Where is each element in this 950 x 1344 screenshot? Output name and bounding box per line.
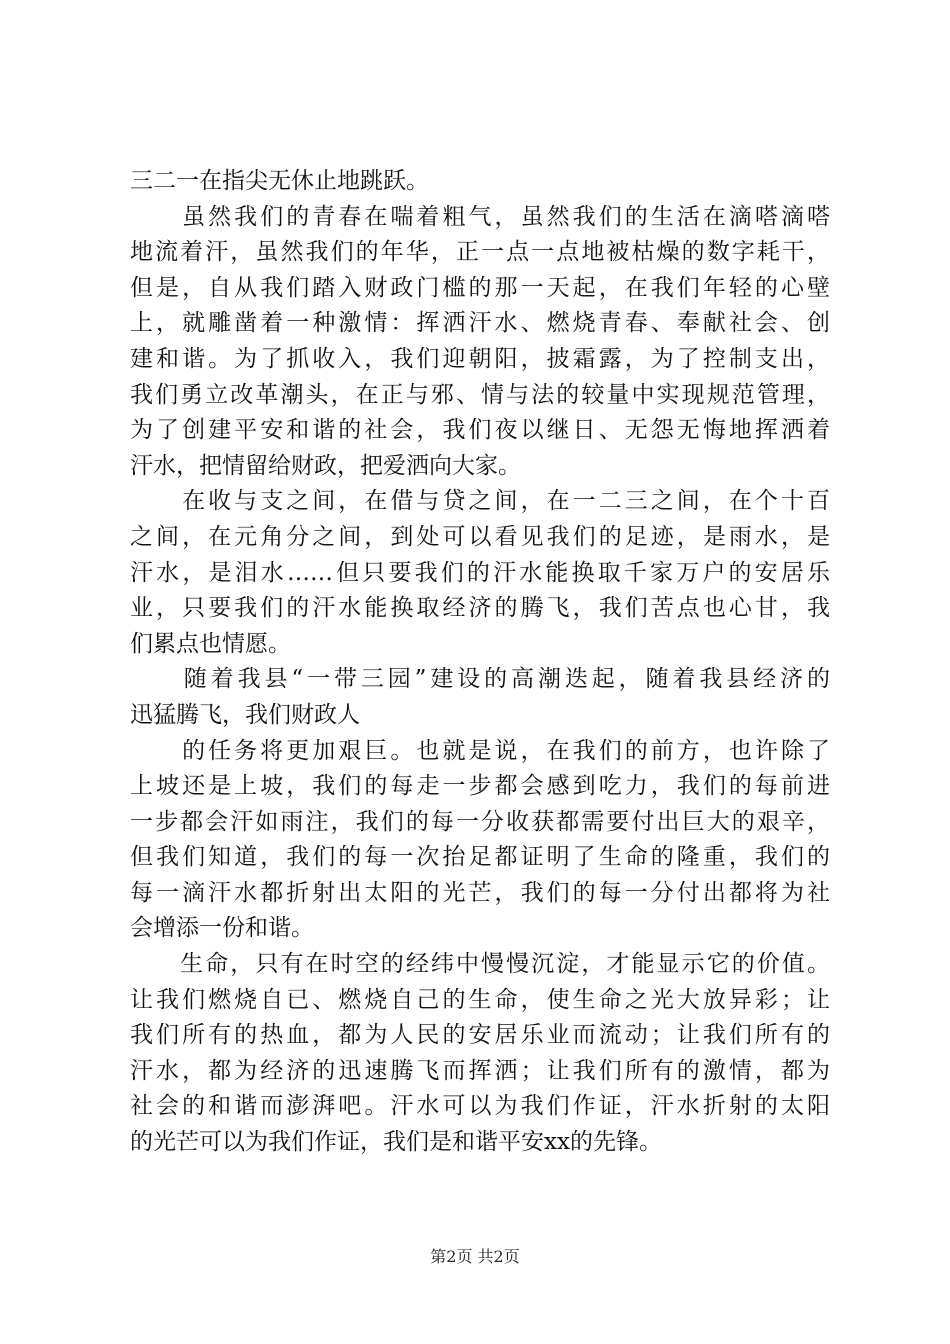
text-line: 的任务将更加艰巨。也就是说，在我们的前方，也许除了 [130,737,830,764]
text-line: 虽然我们的青春在喘着粗气，虽然我们的生活在滴嗒滴嗒 [130,203,830,230]
text-line: 三二一在指尖无休止地跳跃。 [130,168,429,194]
text-line: 每一滴汗水都折射出太阳的光芒，我们的每一分付出都将为社 [130,879,830,906]
text-line: 一步都会汗如雨注，我们的每一分收获都需要付出巨大的艰辛， [130,808,830,835]
text-line: 为了创建平安和谐的社会，我们夜以继日、无怨无悔地挥洒着 [130,417,830,444]
text-line: 生命，只有在时空的经纬中慢慢沉淀，才能显示它的价值。 [130,951,830,978]
text-line: 汗水，都为经济的迅速腾飞而挥洒；让我们所有的激情，都为 [130,1057,830,1084]
text-line: 之间，在元角分之间，到处可以看见我们的足迹，是雨水，是 [130,523,830,550]
text-line: 但是，自从我们踏入财政门槛的那一天起，在我们年轻的心壁 [130,274,830,301]
text-line: 们累点也情愿。 [130,630,291,657]
text-line: 业，只要我们的汗水能换取经济的腾飞，我们苦点也心甘，我 [130,595,830,622]
body-text [130,164,830,1161]
text-line: 迅猛腾飞，我们财政人 [130,701,360,728]
text-line: 我们所有的热血，都为人民的安居乐业而流动；让我们所有的 [130,1022,830,1049]
text-line: 社会的和谐而澎湃吧。汗水可以为我们作证，汗水折射的太阳 [130,1093,830,1120]
text-line: 建和谐。为了抓收入，我们迎朝阳，披霜露，为了控制支出， [130,345,830,372]
page-footer: 第2页 共2页 [430,1247,520,1266]
text-line: 让我们燃烧自已、燃烧自己的生命，使生命之光大放异彩；让 [130,986,830,1013]
text-line: 的光芒可以为我们作证，我们是和谐平安xx的先锋。 [130,1129,662,1156]
text-line: 在收与支之间，在借与贷之间，在一二三之间，在个十百 [130,488,830,515]
text-line: 汗水，是泪水……但只要我们的汗水能换取千家万户的安居乐 [130,559,830,586]
text-line: 汗水，把情留给财政，把爱洒向大家。 [130,452,521,479]
text-line: 我们勇立改革潮头，在正与邪、情与法的较量中实现规范管理， [130,381,830,408]
text-line: 上，就雕凿着一种激情：挥洒汗水、燃烧青春、奉献社会、创 [130,310,830,337]
text-line: 但我们知道，我们的每一次抬足都证明了生命的隆重，我们的 [130,844,830,871]
text-line: 随着我县“一带三园”建设的高潮迭起，随着我县经济的 [130,666,830,693]
text-line: 上坡还是上坡，我们的每走一步都会感到吃力，我们的每前进 [130,773,830,800]
text-line: 会增添一份和谐。 [130,915,314,942]
text-line: 地流着汗，虽然我们的年华，正一点一点地被枯燥的数字耗干， [130,239,830,266]
